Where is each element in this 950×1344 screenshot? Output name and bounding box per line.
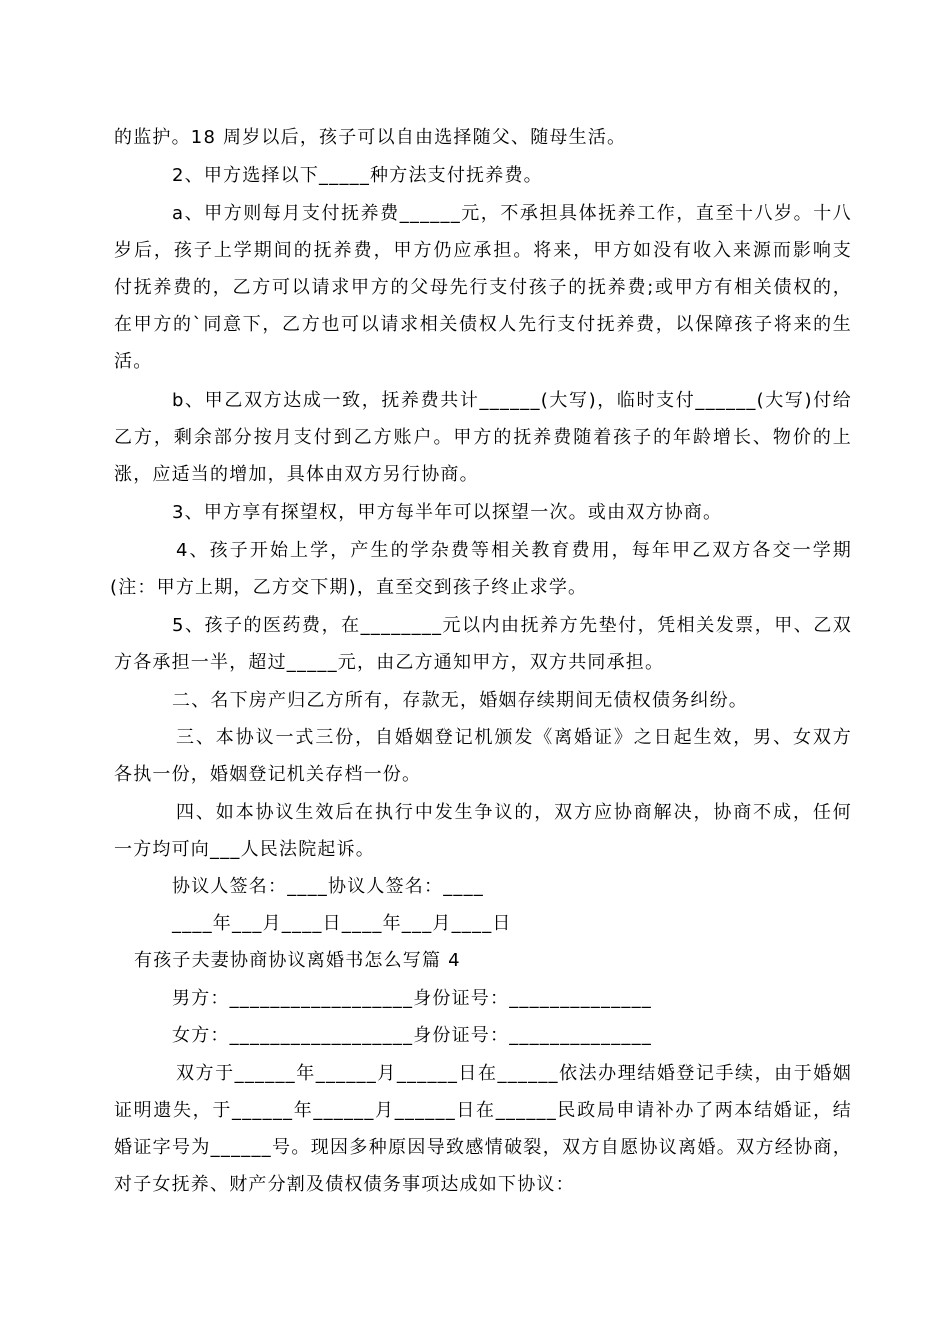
text-line: 各执一份，婚姻登记机关存档一份。	[114, 764, 422, 785]
text-line: 活。	[114, 351, 153, 372]
text-line: 4、孩子开始上学，产生的学杂费等相关教育费用，每年甲乙双方各交一学期	[176, 540, 852, 561]
text-line: 涨，应适当的增加，具体由双方另行协商。	[114, 464, 479, 485]
text-line: 协议人签名：____协议人签名：____	[172, 876, 484, 897]
text-line: 对子女抚养、财产分割及债权债务事项达成如下协议：	[114, 1174, 575, 1195]
text-line: 四、如本协议生效后在执行中发生争议的，双方应协商解决，协商不成，任何	[176, 802, 852, 823]
text-line: 女方：__________________身份证号：______________	[172, 1025, 652, 1046]
text-line: 付抚养费的，乙方可以请求甲方的父母先行支付孩子的抚养费;或甲方有相关债权的，	[114, 277, 852, 298]
section-heading: 有孩子夫妻协商协议离婚书怎么写篇 4	[134, 950, 461, 971]
text-line: 证明遗失，于______年______月______日在______民政局申请补办了两本结婚证，结	[114, 1100, 852, 1121]
text-line: 岁后，孩子上学期间的抚养费，甲方仍应承担。将来，甲方如没有收入来源而影响支	[114, 240, 852, 261]
text-line: 5、孩子的医药费，在________元以内由抚养方先垫付，凭相关发票，甲、乙双	[172, 615, 852, 636]
text-line: 2、甲方选择以下_____种方法支付抚养费。	[172, 165, 543, 186]
text-line: 在甲方的`同意下，乙方也可以请求相关债权人先行支付抚养费，以保障孩子将来的生	[114, 314, 852, 335]
text-line: 双方于______年______月______日在______依法办理结婚登记手续，由于婚姻	[176, 1063, 852, 1084]
text-line: 的监护。18 周岁以后，孩子可以自由选择随父、随母生活。	[114, 127, 627, 148]
text-line: a、甲方则每月支付抚养费______元，不承担具体抚养工作，直至十八岁。十八	[172, 203, 852, 224]
text-line: 二、名下房产归乙方所有，存款无，婚姻存续期间无债权债务纠纷。	[172, 690, 748, 711]
text-line: 三、本协议一式三份，自婚姻登记机颁发《离婚证》之日起生效，男、女双方	[176, 727, 852, 748]
text-line: 方各承担一半，超过_____元，由乙方通知甲方，双方共同承担。	[114, 652, 665, 673]
text-line: b、甲乙双方达成一致，抚养费共计______(大写)，临时支付______(大写)付给	[172, 390, 852, 411]
text-line: (注：甲方上期，乙方交下期)，直至交到孩子终止求学。	[110, 577, 588, 598]
text-line: 婚证字号为______号。现因多种原因导致感情破裂，双方自愿协议离婚。双方经协商，	[114, 1137, 852, 1158]
text-line: 一方均可向___人民法院起诉。	[114, 839, 375, 860]
text-line: 3、甲方享有探望权，甲方每半年可以探望一次。或由双方协商。	[172, 502, 723, 523]
text-line: 乙方，剩余部分按月支付到乙方账户。甲方的抚养费随着孩子的年龄增长、物价的上	[114, 427, 852, 448]
text-line: 男方：__________________身份证号：______________	[172, 988, 652, 1009]
text-line: ____年___月____日____年___月____日	[172, 913, 512, 934]
